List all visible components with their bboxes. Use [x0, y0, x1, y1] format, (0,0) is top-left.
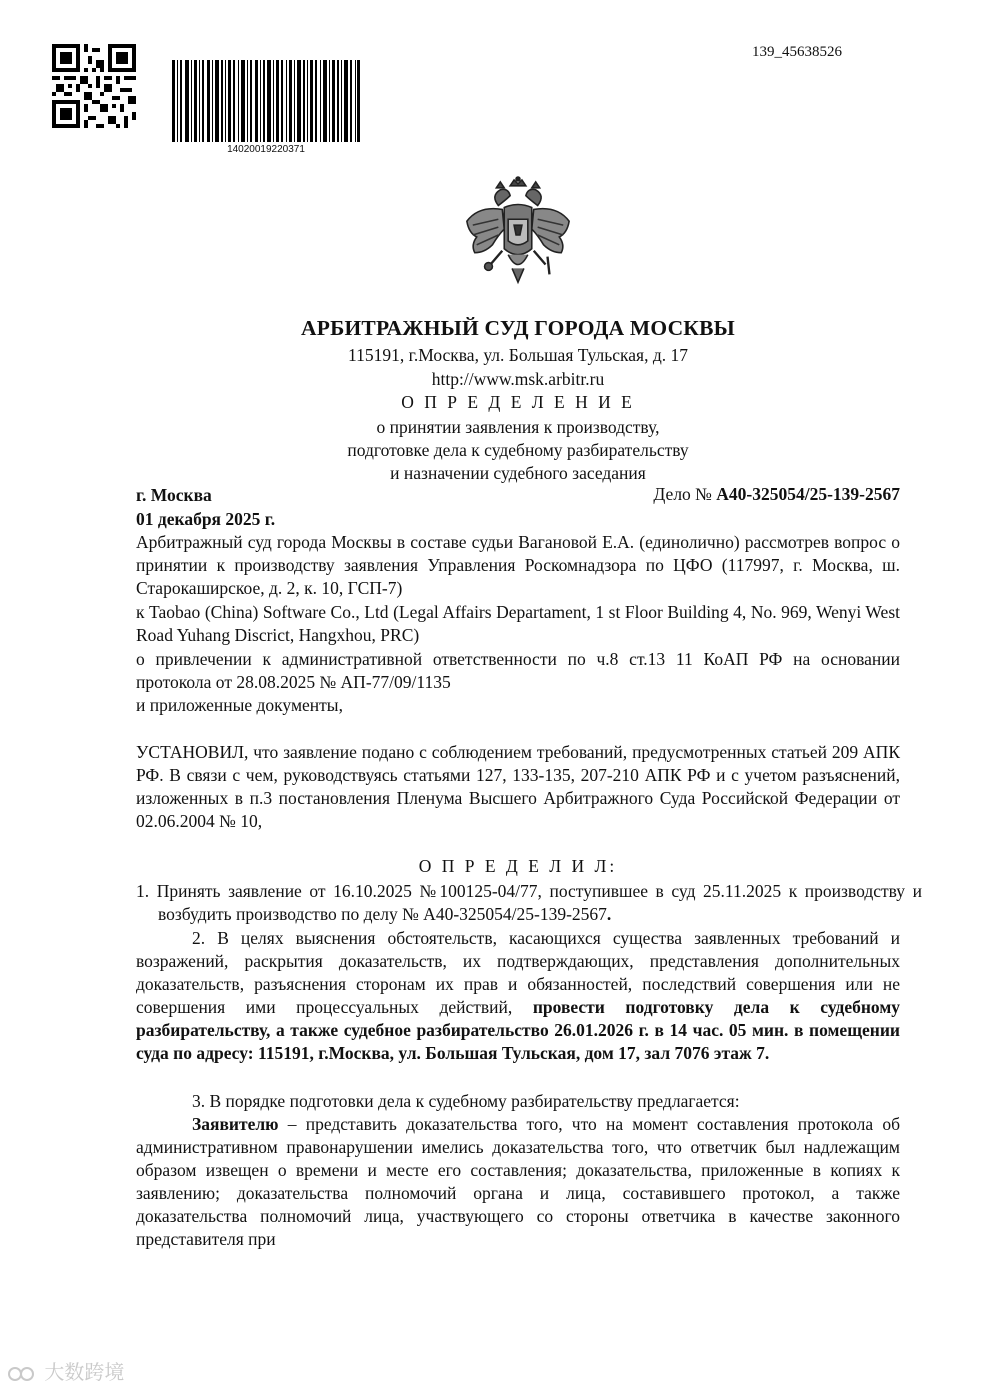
watermark-logo-icon	[8, 1365, 38, 1383]
decision-item-3	[136, 1090, 900, 1113]
city: г. Москва	[136, 485, 212, 505]
decision-item-1	[136, 880, 922, 926]
court-website: http://www.msk.arbitr.ru	[431, 369, 605, 389]
decision-date: 01 декабря 2025 г.	[136, 509, 276, 529]
case-prefix: Дело №	[653, 484, 717, 504]
subject-line-3: и назначении судебного заседания	[390, 463, 646, 483]
decision-heading: О П Р Е Д Е Л И Л:	[418, 856, 618, 876]
document-type: О П Р Е Д Е Л Е Н И Е	[401, 392, 635, 412]
watermark	[8, 1356, 124, 1385]
decision-item-2	[136, 927, 900, 1065]
barcode	[172, 60, 360, 142]
decision-item-1-end: .	[606, 904, 612, 924]
decision-item-2-bold: провести подготовку дела к судебному разбирательству, а также судебное разбирательство 26.01.2026 г. в 14 час. 05 мин. в помещении суда по адресу: 115191, г.Москва, ул. Большая Тульская, дом 17, зал 7076 этаж 7.	[136, 997, 901, 1063]
case-number: А40-325054/25-139-2567	[716, 484, 900, 504]
coat-of-arms-emblem	[459, 176, 577, 294]
subject-line-1: о принятии заявления к производству,	[376, 417, 660, 437]
court-name: АРБИТРАЖНЫЙ СУД ГОРОДА МОСКВЫ	[301, 316, 735, 340]
court-address: 115191, г.Москва, ул. Большая Тульская, д. 17	[348, 345, 688, 365]
applicant-text: – представить доказательства того, что на момент составления протокола об административном правонарушении имелись доказательства того, что ответчик был надлежащим образом извещен о времени и месте его составления; доказательства, приложенные в копиях к заявлению; доказательства полномочий органа и лица, составившего протокол, а также доказательства полномочий лица, участвующего со стороны ответчика в качестве законного представителя при	[136, 1114, 900, 1249]
case-number-line	[653, 484, 900, 505]
document-number: 139_45638526	[752, 44, 842, 60]
subject-line-2: подготовке дела к судебному разбирательству	[347, 440, 689, 460]
paragraph-subject: о привлечении к административной ответственности по ч.8 ст.13 11 КоАП РФ на основании протокола от 28.08.2025 № АП-77/09/1135	[136, 649, 900, 692]
paragraph-court-composition: Арбитражный суд города Москвы в составе судьи Вагановой Е.А. (единолично) рассмотрев вопрос о принятии к производству заявления Управления Роскомнадзора по ЦФО (117997, г. Москва, ш. Старокаширское, д. 2, к. 10, ГСП-7)	[136, 532, 900, 598]
decision-item-applicant	[136, 1113, 900, 1251]
decision-item-2-text: 2. В целях выяснения обстоятельств, касающихся существа заявленных требований и возражений, раскрытия доказательств, их подтверждающих, представления дополнительных доказательств, разъяснения сторонам их прав и обязанностей, последствий совершения или не совершения ими процессуальных действий,	[136, 928, 900, 1017]
watermark-text: 大数跨境	[44, 1360, 125, 1384]
paragraph-documents: и приложенные документы,	[136, 695, 343, 715]
barcode-number: 14020019220371	[227, 144, 305, 155]
paragraph-established: УСТАНОВИЛ, что заявление подано с соблюдением требований, предусмотренных статьей 209 АПК РФ. В связи с чем, руководствуясь статьями 127, 133-135, 207-210 АПК РФ и с учетом разъяснений, изложенных в п.3 постановления Пленума Высшего Арбитражного Суда Российской Федерации от 02.06.2004 № 10,	[136, 742, 900, 831]
qr-code	[52, 44, 136, 128]
decision-item-1-text: 1. Принять заявление от 16.10.2025 №100125-04/77, поступившее в суд 25.11.2025 к производству и возбудить производство по делу № А40-325054/25-139-2567	[136, 881, 922, 924]
applicant-label: Заявителю	[192, 1114, 279, 1134]
decision-item-3-text: 3. В порядке подготовки дела к судебному разбирательству предлагается:	[192, 1091, 740, 1111]
paragraph-respondent: к Taobao (China) Software Co., Ltd (Legal Affairs Departament, 1 st Floor Building 4, No. 969, Wenyi West Road Yuhang Discrict, Hangxhou, PRC)	[136, 602, 900, 645]
